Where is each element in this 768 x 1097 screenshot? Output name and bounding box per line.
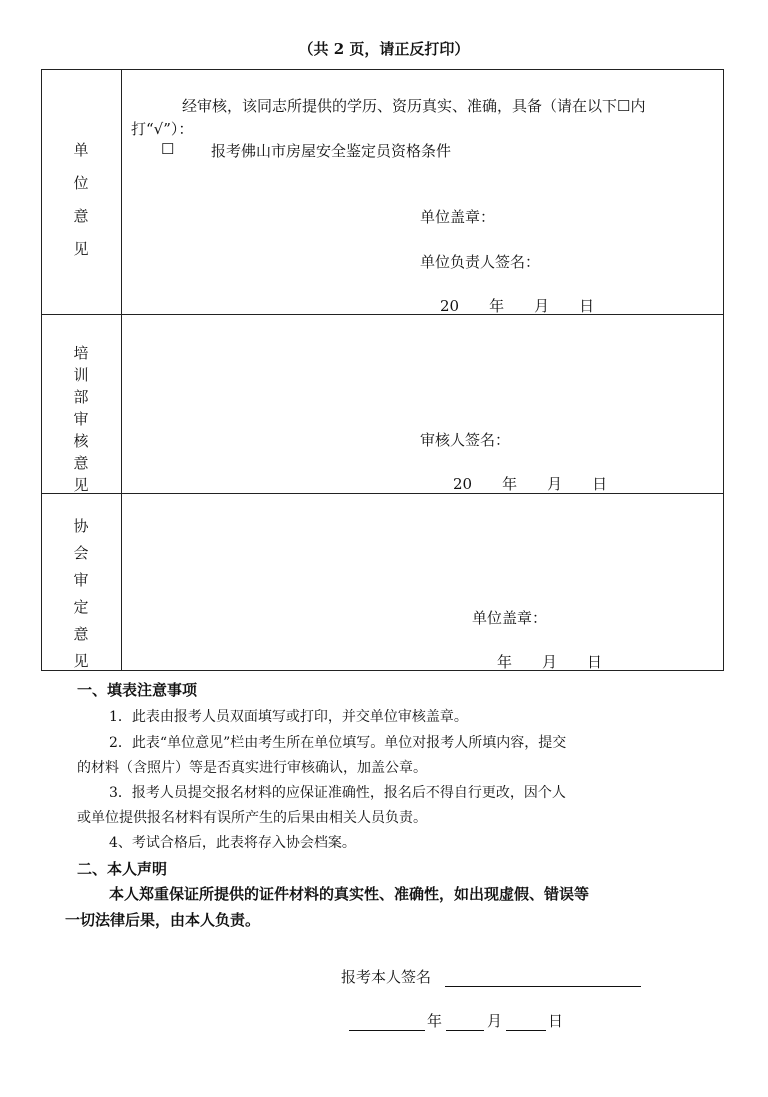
declaration-line2: 一切法律后果，由本人负责。 <box>65 911 261 929</box>
label-char: 意 <box>73 625 89 643</box>
training-review-label <box>41 342 121 495</box>
note-item-3-line1: 3．报考人员提交报名材料的应保证准确性，报名后不得自行更改，因个人 <box>109 785 566 801</box>
sign-day-label: 日 <box>548 1012 564 1030</box>
label-char: 核 <box>73 432 89 450</box>
note-item-3-line2: 或单位提供报名材料有误所产生的后果由相关人员负责。 <box>77 810 427 826</box>
unit-opinion-label <box>41 139 121 259</box>
unit-statement-line1: 经审核，该同志所提供的学历、资历真实、准确，具备（请在以下☐内 <box>182 97 646 115</box>
declaration-title: 二、本人声明 <box>77 860 168 878</box>
label-char: 审 <box>73 410 89 428</box>
sign-year-line[interactable] <box>349 1030 425 1031</box>
unit-statement-line2: 打“√”）： <box>131 120 194 138</box>
label-char: 协 <box>73 517 89 535</box>
sign-year-label: 年 <box>427 1012 443 1030</box>
label-char: 见 <box>73 652 89 670</box>
row-divider-1 <box>41 314 724 315</box>
unit-leader-sign-label: 单位负责人签名： <box>420 253 541 271</box>
unit-date: 20 年 月 日 <box>440 297 595 315</box>
label-char: 位 <box>73 174 89 192</box>
qualification-checkbox[interactable]: ☐ <box>161 140 175 158</box>
sign-day-line[interactable] <box>506 1030 546 1031</box>
declaration-line1: 本人郑重保证所提供的证件材料的真实性、准确性，如出现虚假、错误等 <box>109 885 590 903</box>
applicant-sign-label: 报考本人签名 <box>341 968 432 986</box>
training-date: 20 年 月 日 <box>453 475 608 493</box>
sign-month-label: 月 <box>487 1012 503 1030</box>
label-char: 培 <box>73 344 89 362</box>
association-date: 年 月 日 <box>497 653 603 671</box>
label-char: 见 <box>73 240 89 258</box>
label-char: 部 <box>73 388 89 406</box>
label-char: 意 <box>73 207 89 225</box>
print-note: （共 2 页，请正反打印） <box>298 40 470 58</box>
label-char: 训 <box>73 366 89 384</box>
note-item-2-line2: 的材料（含照片）等是否真实进行审核确认，加盖公章。 <box>77 760 427 776</box>
note-item-2-line1: 2．此表“单位意见”栏由考生所在单位填写。单位对报考人所填内容，提交 <box>109 735 567 751</box>
label-char: 见 <box>73 476 89 494</box>
note-item-1: 1．此表由报考人员双面填写或打印，并交单位审核盖章。 <box>109 709 468 725</box>
label-char: 单 <box>73 141 89 159</box>
row-divider-2 <box>41 493 724 494</box>
unit-seal-label: 单位盖章： <box>420 208 496 226</box>
reviewer-sign-label: 审核人签名： <box>420 431 511 449</box>
label-char: 会 <box>73 544 89 562</box>
label-char: 审 <box>73 571 89 589</box>
note-item-4: 4、考试合格后，此表将存入协会档案。 <box>109 835 356 851</box>
sign-month-line[interactable] <box>446 1030 484 1031</box>
qualification-checkbox-label: 报考佛山市房屋安全鉴定员资格条件 <box>211 142 452 160</box>
applicant-sign-line[interactable] <box>445 986 641 987</box>
association-approval-label <box>41 515 121 671</box>
association-seal-label: 单位盖章： <box>472 609 548 627</box>
notes-title: 一、填表注意事项 <box>77 681 198 699</box>
table-label-divider <box>121 69 122 671</box>
label-char: 意 <box>73 454 89 472</box>
label-char: 定 <box>73 598 89 616</box>
